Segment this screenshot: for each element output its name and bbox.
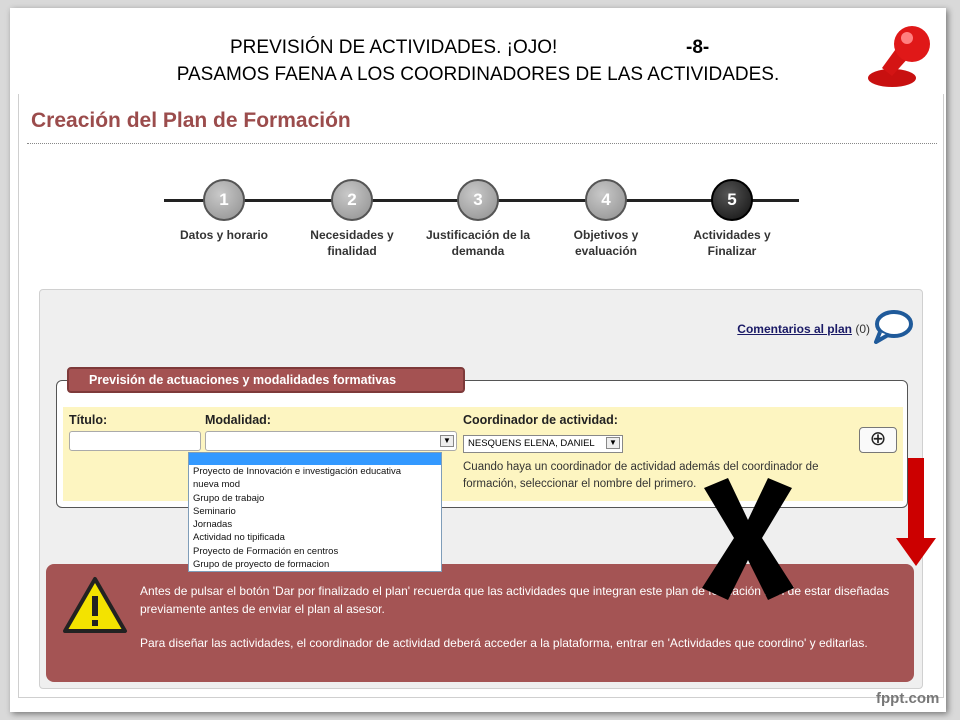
step-5-circle: 5 bbox=[711, 179, 753, 221]
step-4-circle: 4 bbox=[585, 179, 627, 221]
warning-paragraph-1: Antes de pulsar el botón 'Dar por finalizado el plan' recuerda que las actividades que integran este plan de formación han de estar diseñadas previamente antes de enviar el plan al asesor. bbox=[140, 584, 890, 616]
dropdown-option[interactable]: Grupo de proyecto de formacion bbox=[193, 559, 330, 571]
step-2-circle: 2 bbox=[331, 179, 373, 221]
dropdown-option[interactable]: Grupo de trabajo bbox=[193, 492, 265, 504]
chevron-down-icon[interactable]: ▼ bbox=[440, 435, 454, 447]
coordinador-select[interactable]: NESQUENS ELENA, DANIEL ▼ bbox=[463, 435, 623, 453]
step-5-label: Actividades y Finalizar bbox=[693, 228, 771, 258]
coordinador-label: Coordinador de actividad: bbox=[463, 413, 618, 427]
dropdown-option[interactable]: Seminario bbox=[193, 505, 236, 517]
section-title: Previsión de actuaciones y modalidades formativas bbox=[67, 367, 465, 393]
warning-icon bbox=[62, 576, 128, 634]
step-5[interactable] bbox=[667, 179, 797, 259]
cross-mark-icon bbox=[698, 478, 798, 600]
dropdown-option[interactable]: nueva mod bbox=[193, 479, 241, 491]
step-3-label: Justificación de la demanda bbox=[425, 228, 531, 258]
step-2[interactable] bbox=[287, 179, 417, 259]
titulo-label: Título: bbox=[69, 413, 108, 427]
slide-title-line1: PREVISIÓN DE ACTIVIDADES. ¡OJO! bbox=[230, 37, 558, 58]
dropdown-option[interactable]: Proyecto de Formación en centros bbox=[193, 545, 339, 557]
comments-area bbox=[737, 322, 870, 336]
modalidad-dropdown-list[interactable] bbox=[188, 452, 442, 572]
coordinador-hint: Cuando haya un coordinador de actividad además del coordinador de formación, seleccionar el nombre del primero. bbox=[463, 461, 819, 490]
title-divider bbox=[27, 143, 937, 144]
dropdown-option[interactable]: Proyecto de Innovación e investigación educativa bbox=[193, 466, 402, 477]
modalidad-label: Modalidad: bbox=[205, 413, 271, 427]
down-arrow-icon bbox=[896, 458, 936, 568]
comments-count: (0) bbox=[855, 322, 870, 336]
dropdown-selected-empty[interactable] bbox=[189, 453, 441, 465]
modalidad-select[interactable] bbox=[205, 431, 457, 451]
warning-paragraph-2: Para diseñar las actividades, el coordinador de actividad deberá acceder a la plataforma, entrar en 'Actividades que coordino' y editarlas. bbox=[140, 636, 868, 650]
speech-bubbles-icon[interactable] bbox=[870, 308, 914, 348]
step-4-label: Objetivos y evaluación bbox=[573, 228, 639, 258]
slide-header bbox=[10, 8, 946, 94]
slide-number: -8- bbox=[686, 37, 710, 58]
step-4[interactable] bbox=[541, 179, 671, 259]
slide bbox=[10, 8, 946, 712]
pushpin-icon bbox=[862, 20, 942, 90]
step-1[interactable] bbox=[159, 179, 289, 243]
step-2-label: Necesidades y finalidad bbox=[310, 228, 394, 258]
add-activity-button[interactable]: ⊕ bbox=[859, 427, 897, 453]
dropdown-option[interactable]: Jornadas bbox=[193, 519, 233, 531]
slide-title-line2: PASAMOS FAENA A LOS COORDINADORES DE LAS ACTIVIDADES. bbox=[176, 64, 780, 85]
comments-link[interactable]: Comentarios al plan bbox=[737, 322, 852, 336]
titulo-input[interactable] bbox=[69, 431, 201, 451]
footer-brand: fppt.com bbox=[876, 690, 940, 707]
chevron-down-icon[interactable]: ▼ bbox=[606, 437, 620, 449]
dropdown-option[interactable]: Actividad no tipificada bbox=[193, 532, 285, 544]
step-1-circle: 1 bbox=[203, 179, 245, 221]
page-title: Creación del Plan de Formación bbox=[31, 109, 351, 132]
step-1-label: Datos y horario bbox=[179, 228, 269, 242]
step-3-circle: 3 bbox=[457, 179, 499, 221]
wizard-stepper bbox=[159, 173, 799, 263]
step-3[interactable] bbox=[413, 179, 543, 259]
